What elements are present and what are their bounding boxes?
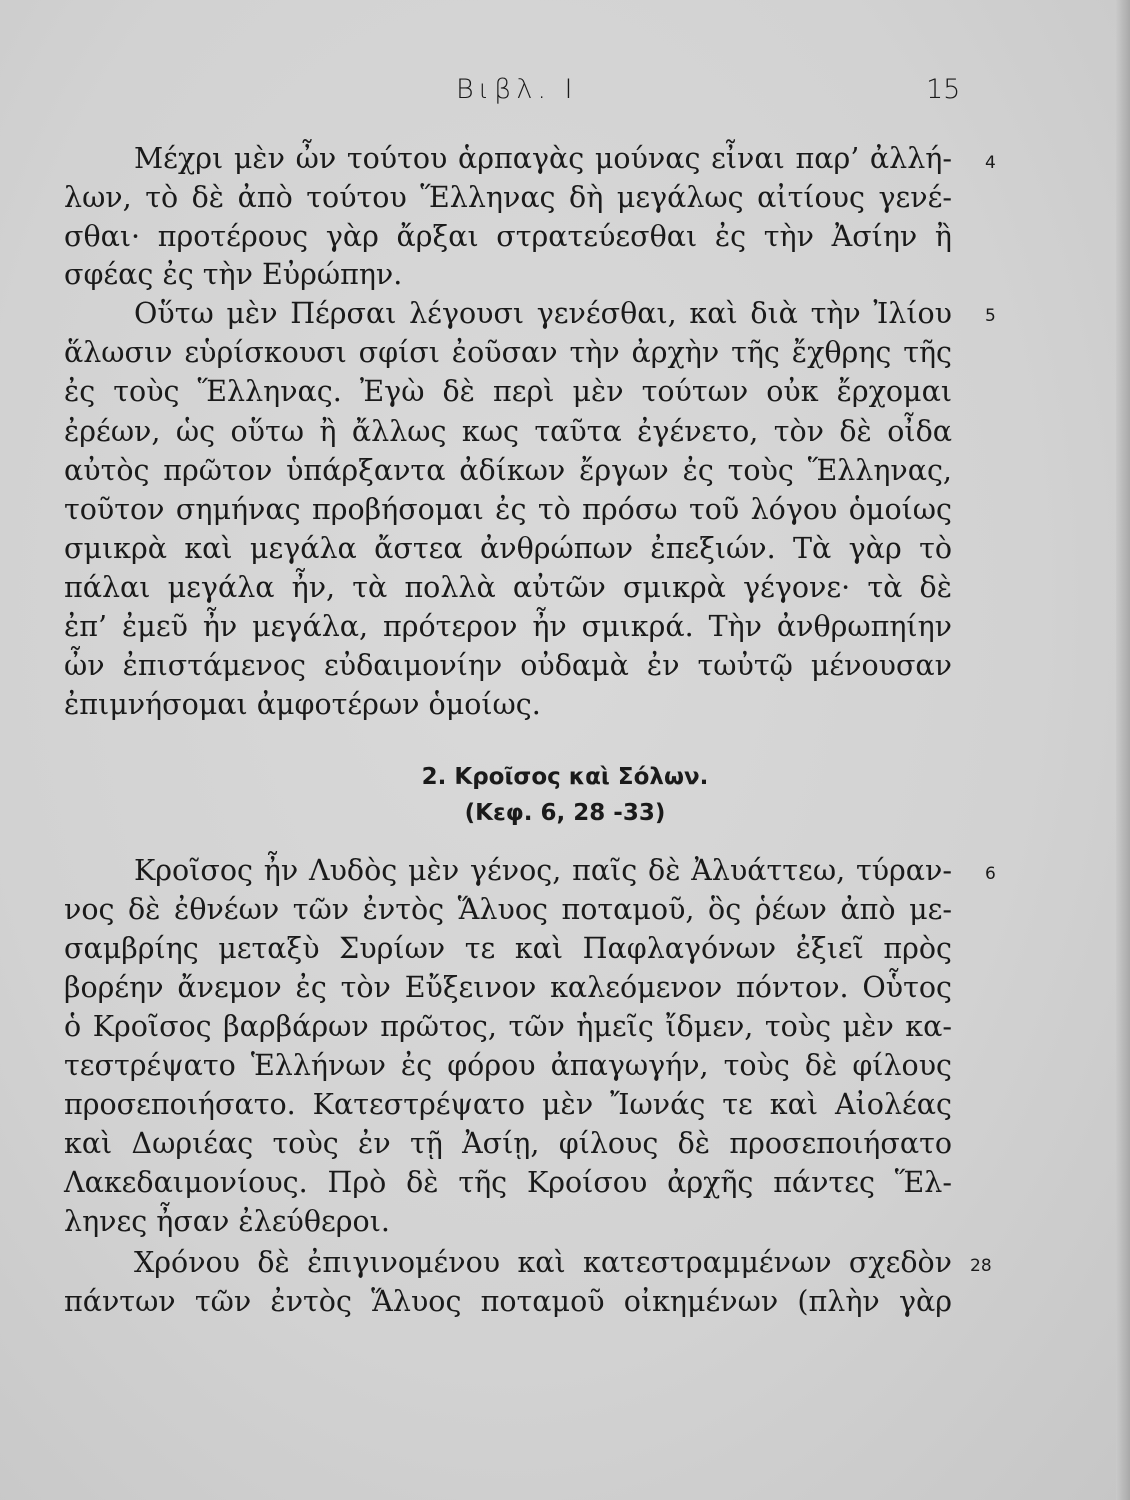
margin-number: 6 [985,864,996,884]
page-edge [1116,0,1130,1500]
text-line: καὶ Δωριέας τοὺς ἐν τῇ Ἀσίῃ, φίλους δὲ προσεποιήσατο [64,1127,952,1160]
text-line: Χρόνου δὲ ἐπιγινομένου καὶ κατεστραμμένων σχεδὸν [134,1246,952,1279]
text-line: σθαι· προτέρους γὰρ ἄρξαι στρατεύεσθαι ἐς τὴν Ἀσίην ἢ [64,220,952,253]
text-line: προσεποιήσατο. Κατεστρέψατο μὲν Ἴωνάς τε καὶ Αἰολέας [64,1088,952,1121]
text-line: ἐπ’ ἐμεῦ ἦν μεγάλα, πρότερον ἦν σμικρά. Τὴν ἀνθρωπηίην [64,610,952,643]
text-line: τεστρέψατο Ἑλλήνων ἐς φόρου ἀπαγωγήν, τοὺς δὲ φίλους [64,1049,952,1082]
text-line: αὐτὸς πρῶτον ὑπάρξαντα ἀδίκων ἔργων ἐς τοὺς Ἕλληνας, [64,454,952,487]
margin-number: 4 [985,153,996,173]
text-line: ἐρέων, ὡς οὕτω ἢ ἄλλως κως ταῦτα ἐγένετο, τὸν δὲ οἶδα [64,415,952,448]
text-line: ἐπιμνήσομαι ἀμφοτέρων ὁμοίως. [64,688,541,721]
text-line: ἐς τοὺς Ἕλληνας. Ἐγὼ δὲ περὶ μὲν τούτων οὐκ ἔρχομαι [64,375,952,408]
text-line: Οὕτω μὲν Πέρσαι λέγουσι γενέσθαι, καὶ διὰ τὴν Ἰλίου [134,297,952,330]
text-line: ληνες ἦσαν ἐλεύθεροι. [64,1205,390,1238]
text-line: πάλαι μεγάλα ἦν, τὰ πολλὰ αὐτῶν σμικρὰ γέγονε· τὰ δὲ [64,571,952,604]
text-line: πάντων τῶν ἐντὸς Ἅλυος ποταμοῦ οἰκημένων (πλὴν γὰρ [64,1285,952,1318]
text-line: ὁ Κροῖσος βαρβάρων πρῶτος, τῶν ἡμεῖς ἴδμεν, τοὺς μὲν κα- [64,1010,952,1043]
section-title: 2. Κροῖσος καὶ Σόλων. [421,764,709,790]
text-line: λων, τὸ δὲ ἀπὸ τούτου Ἕλληνας δὴ μεγάλως αἰτίους γενέ- [64,181,952,214]
margin-number: 5 [985,306,996,326]
text-line: σαμβρίης μεταξὺ Συρίων τε καὶ Παφλαγόνων ἐξιεῖ πρὸς [64,932,952,965]
text-line: τοῦτον σημήνας προβήσομαι ἐς τὸ πρόσω τοῦ λόγου ὁμοίως [64,493,952,526]
section-reference: (Κεφ. 6, 28 -33) [464,800,666,826]
text-line: ὦν ἐπιστάμενος εὐδαιμονίην οὐδαμὰ ἐν τωὐτῷ μένουσαν [64,649,952,682]
margin-number: 28 [970,1256,992,1276]
text-line: ἅλωσιν εὑρίσκουσι σφίσι ἐοῦσαν τὴν ἀρχὴν τῆς ἔχθρης τῆς [64,336,952,369]
text-line: σμικρὰ καὶ μεγάλα ἄστεα ἀνθρώπων ἐπεξιών. Τὰ γὰρ τὸ [64,532,952,565]
text-line: Μέχρι μὲν ὦν τούτου ἁρπαγὰς μούνας εἶναι παρ’ ἀλλή- [134,142,952,175]
text-line: σφέας ἐς τὴν Εὐρώπην. [64,258,403,291]
text-line: βορέην ἄνεμον ἐς τὸν Εὔξεινον καλεόμενον πόντον. Οὗτος [64,971,952,1004]
text-line: Κροῖσος ἦν Λυδὸς μὲν γένος, παῖς δὲ Ἀλυάττεω, τύραν- [134,854,952,887]
page-number: 15 [926,74,961,105]
text-line: Λακεδαιμονίους. Πρὸ δὲ τῆς Κροίσου ἀρχῆς πάντες Ἕλ- [64,1166,952,1199]
book-title: Βιβλ. Ι [456,74,578,105]
running-head [0,74,1130,114]
text-line: νος δὲ ἐθνέων τῶν ἐντὸς Ἅλυος ποταμοῦ, ὃς ῥέων ἀπὸ με- [64,893,952,926]
